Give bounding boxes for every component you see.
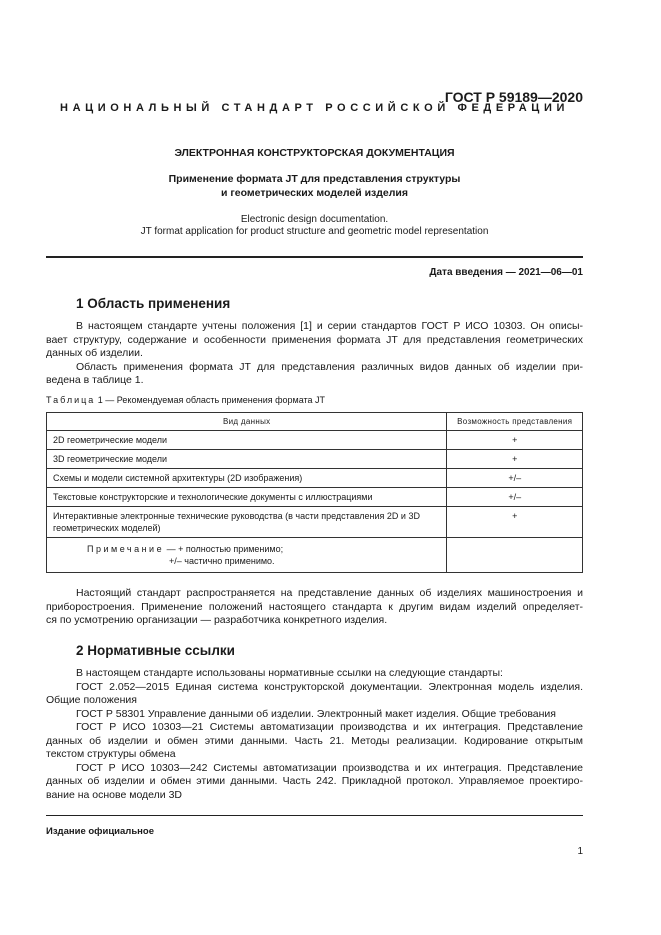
- cell: Интерактивные электронные технические руководства (в части представления 2D и 3D геометрических моделей): [47, 507, 447, 538]
- text-line: В настоящем стандарте учтены положения [1] и серии стандартов ГОСТ Р ИСО 10303. Он описы-: [76, 320, 583, 332]
- cell: Текстовые конструкторские и технологические документы с иллюстрациями: [47, 488, 447, 507]
- cell: Схемы и модели системной архитектуры (2D изображения): [47, 469, 447, 488]
- standard-code: ГОСТ Р 59189—2020: [444, 89, 583, 105]
- cell: +: [447, 507, 583, 538]
- official-edition-label: Издание официальное: [46, 826, 154, 837]
- cell: +: [447, 450, 583, 469]
- note-text: — + полностью применимо;: [164, 544, 284, 554]
- table-row: [47, 450, 583, 469]
- table-row: [47, 431, 583, 450]
- table-caption: [46, 395, 325, 405]
- section-2-body: [46, 667, 583, 802]
- text-line: Общие положения: [46, 694, 137, 706]
- cell: +/–: [447, 469, 583, 488]
- caption-label: Таблица: [46, 395, 96, 405]
- text-line: текстом структуры обмена: [46, 748, 176, 760]
- table-header-row: [47, 413, 583, 431]
- text-line: данных об изделии и обмен этими данными. Часть 21. Методы реализации. Кодирование открытым: [46, 734, 583, 747]
- text-line: данных об изделии.: [46, 347, 143, 359]
- document-subtitle: [46, 172, 583, 200]
- effective-date: Дата введения — 2021—06—01: [429, 267, 583, 278]
- text-line: ведена в таблице 1.: [46, 374, 144, 386]
- text-line: ГОСТ Р ИСО 10303—21 Системы автоматизации производства и их интеграция. Представление: [76, 721, 583, 733]
- table-1: [46, 412, 583, 573]
- divider: [46, 815, 583, 816]
- section-2-heading: 2 Нормативные ссылки: [76, 643, 235, 658]
- text-line: Область применения формата JT для представления различных видов данных об изделии при-: [76, 360, 583, 373]
- text-line: вает структуру, содержание и особенности применения формата JT для представления геометрических: [46, 333, 583, 346]
- subtitle-line: Применение формата JT для представления структуры: [168, 173, 461, 185]
- cell: 3D геометрические модели: [47, 450, 447, 469]
- table-note: [47, 538, 447, 573]
- section-1-heading: 1 Область применения: [76, 296, 231, 311]
- cell: 2D геометрические модели: [47, 431, 447, 450]
- section-1-paragraph-3: [46, 587, 583, 628]
- column-header: Вид данных: [47, 413, 447, 431]
- english-title-line: Electronic design documentation.: [240, 214, 389, 225]
- column-header: Возможность представления: [447, 413, 583, 431]
- table-row: [47, 488, 583, 507]
- text-line: В настоящем стандарте использованы нормативные ссылки на следующие стандарты:: [76, 667, 503, 679]
- table-row: [47, 469, 583, 488]
- text-line: ГОСТ Р ИСО 10303—242 Системы автоматизации производства и их интеграция. Представление: [76, 761, 583, 774]
- section-1-paragraph-1: [46, 320, 583, 388]
- text-line: ГОСТ 2.052—2015 Единая система конструкторской документации. Электронная модель изделия.: [76, 680, 583, 693]
- subtitle-line: и геометрических моделей изделия: [220, 187, 409, 199]
- note-text: +/– частично применимо.: [169, 556, 275, 566]
- text-line: Настоящий стандарт распространяется на представление данных об изделиях машиностроения и: [76, 587, 583, 599]
- text-line: данных об изделии и обмен этими данными. Часть 242. Прикладной протокол. Управляемое проектиро-: [46, 775, 583, 787]
- note-label: Примечание: [87, 544, 165, 554]
- page-number: 1: [577, 846, 583, 857]
- text-line: ГОСТ Р 58301 Управление данными об изделии. Электронный макет изделия. Общие требования: [76, 707, 556, 720]
- table-note-row: [47, 538, 583, 573]
- text-line: ся по усмотрению организации — разработчика конкретного изделия.: [46, 614, 388, 626]
- national-standard-title: НАЦИОНАЛЬНЫЙ СТАНДАРТ РОССИЙСКОЙ ФЕДЕРАЦИИ: [60, 102, 569, 114]
- table-row: [47, 507, 583, 538]
- document-title: ЭЛЕКТРОННАЯ КОНСТРУКТОРСКАЯ ДОКУМЕНТАЦИЯ: [174, 147, 455, 159]
- divider: [46, 256, 583, 258]
- english-title-line: JT format application for product structure and geometric model representation: [140, 226, 489, 237]
- cell: +/–: [447, 488, 583, 507]
- text-line: вание на основе модели 3D: [46, 788, 182, 801]
- cell: +: [447, 431, 583, 450]
- english-title: [46, 214, 583, 238]
- cell: [447, 538, 583, 573]
- text-line: приборостроения. Применение положений настоящего стандарта к другим видам изделий определяет-: [46, 600, 583, 613]
- caption-text: 1 — Рекомендуемая область применения формата JT: [95, 395, 326, 405]
